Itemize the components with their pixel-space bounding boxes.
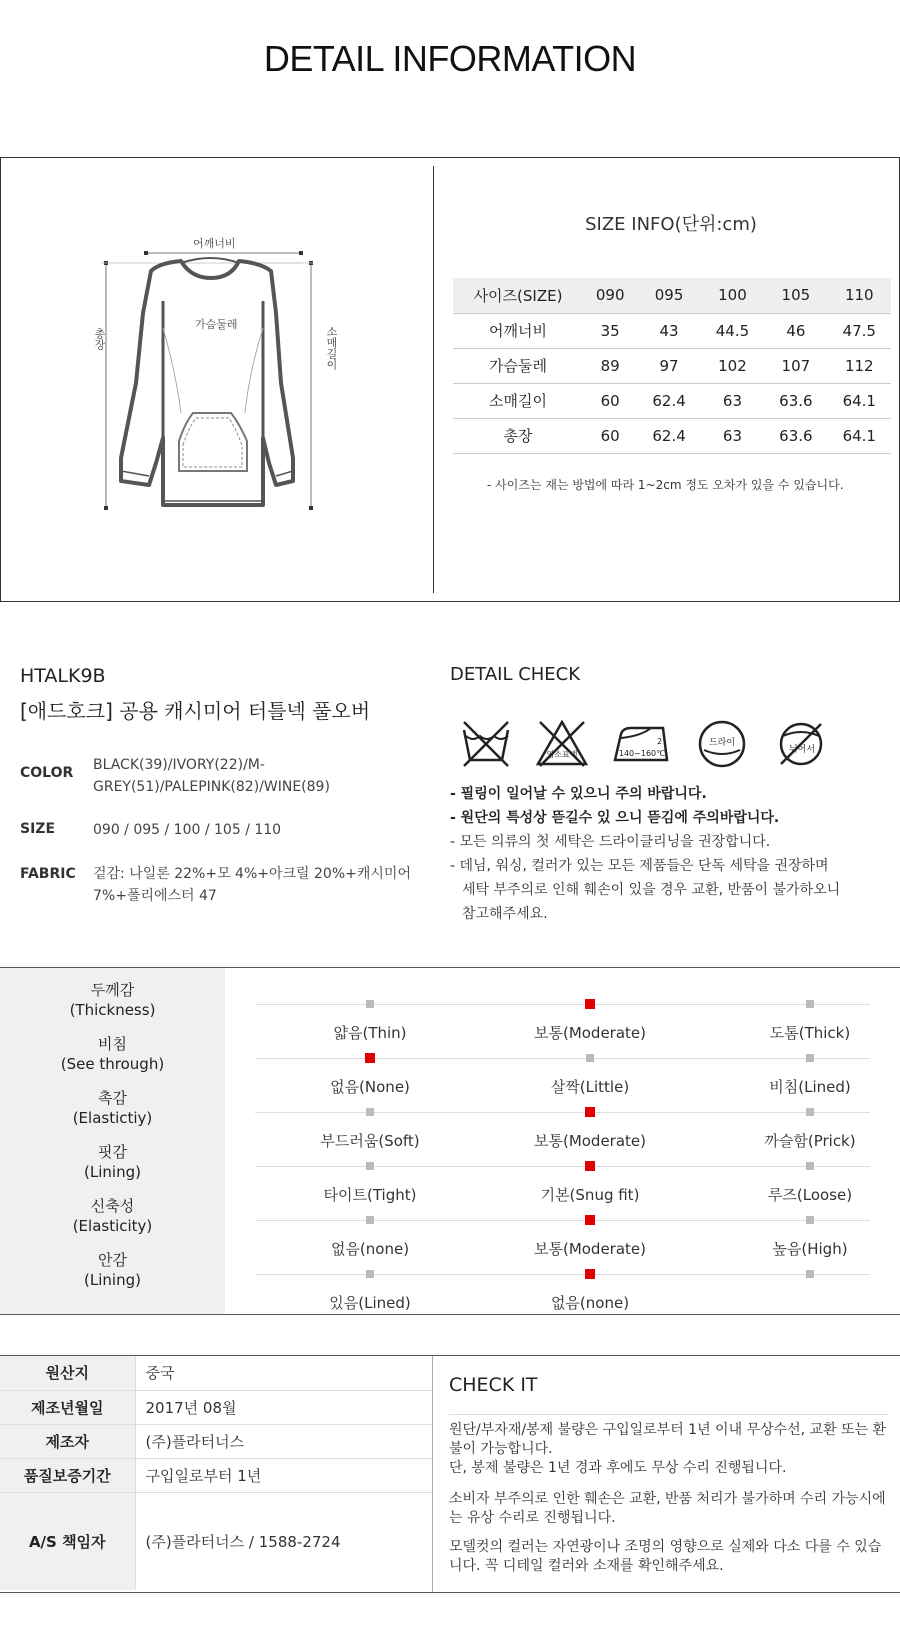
attribute-row (0, 1142, 900, 1204)
size-table-row (453, 383, 891, 418)
attribute-row (0, 1196, 900, 1258)
size-table-cell: 47.5 (828, 313, 891, 348)
size-table (453, 278, 891, 454)
attribute-option: 부드러움(Soft) (320, 1132, 420, 1150)
attribute-row (0, 1034, 900, 1096)
attribute-option: 보통(Moderate) (533, 1024, 647, 1042)
attribute-name-en: (Elasticity) (72, 1217, 153, 1235)
attribute-option: 얇음(Thin) (333, 1024, 407, 1042)
iron-140-160-icon (611, 716, 673, 772)
iron-level-text: 2 (657, 737, 663, 746)
info-key: 원산지 (0, 1356, 135, 1390)
iron-temp-text: 140~160℃ (618, 749, 666, 758)
size-table-cell: 64.1 (828, 383, 891, 418)
check-it-paragraph: 모델컷의 컬러는 자연광이나 조명의 영향으로 실제와 다소 다를 수 있습니다. 꼭 디테일 컬러와 소재를 확인해주세요. (449, 1539, 882, 1574)
attribute-marker (806, 1216, 814, 1224)
attribute-name (0, 1142, 225, 1182)
diagram-label-sleeve: 소매길이 (325, 326, 338, 370)
size-table-cell: 가슴둘레 (453, 348, 583, 383)
dry-clean-icon (694, 716, 750, 772)
info-row (0, 1458, 432, 1492)
product-code: HTALK9B (20, 665, 106, 687)
attribute-option: 없음(None) (330, 1078, 410, 1096)
attribute-marker-selected (585, 1269, 595, 1279)
attribute-marker (806, 1054, 814, 1062)
product-name: [애드호크] 공용 캐시미어 터틀넥 풀오버 (20, 699, 371, 723)
info-value: 구입일로부터 1년 (135, 1458, 432, 1492)
attribute-name-ko: 신축성 (90, 1197, 135, 1215)
check-it-title: CHECK IT (449, 1374, 538, 1396)
attribute-option: 높음(High) (772, 1240, 848, 1258)
info-row (0, 1356, 432, 1390)
attribute-option: 살짝(Little) (550, 1078, 630, 1096)
info-value: (주)플라터너스 / 1588-2724 (145, 1532, 341, 1551)
attribute-scale-line (255, 1166, 870, 1167)
attribute-name-en: (Thickness) (69, 1001, 156, 1019)
dry-text: 드라이 (708, 738, 736, 748)
attributes-section (0, 967, 900, 1315)
check-it-paragraph: 원단/부자재/봉제 불량은 구입일로부터 1년 이내 무상수선, 교환 또는 환불이 가능합니다. (449, 1422, 887, 1457)
attribute-name-en: (Lining) (84, 1271, 141, 1289)
check-it-paragraph: 단, 봉제 불량은 1년 경과 후에도 무상 수리 진행됩니다. (449, 1460, 787, 1476)
no-tumble-dry-icon (773, 716, 829, 772)
size-table-header-cell: 105 (764, 278, 827, 313)
attribute-option: 보통(Moderate) (533, 1132, 647, 1150)
size-table-cell: 46 (764, 313, 827, 348)
info-key: 품질보증기간 (0, 1458, 135, 1492)
check-it-rule (449, 1414, 889, 1415)
attribute-name-ko: 촉감 (98, 1089, 127, 1107)
care-icons (458, 716, 868, 776)
diagram-label-length: 총장 (93, 328, 106, 350)
size-table-cell: 97 (637, 348, 700, 383)
attribute-scale-line (255, 1220, 870, 1221)
size-info-title: SIZE INFO(단위:cm) (585, 214, 757, 235)
attribute-name-en: (Lining) (84, 1163, 141, 1181)
size-table-cell: 44.5 (701, 313, 764, 348)
attribute-name-en: (See through) (60, 1055, 165, 1073)
detail-check-item: - 필링이 일어날 수 있으니 주의 바랍니다. (450, 786, 707, 802)
detail-check-item: - 데님, 워싱, 컬러가 있는 모든 제품들은 단독 세탁을 권장하며 (450, 858, 829, 874)
size-table-cell: 총장 (453, 418, 583, 453)
no-wash-icon (458, 716, 514, 772)
info-key: 제조년월일 (0, 1390, 135, 1424)
size-table-cell: 63.6 (764, 418, 827, 453)
garment-diagram (81, 233, 381, 523)
attribute-name (0, 1088, 225, 1128)
section-divider (433, 166, 434, 593)
attribute-name (0, 980, 225, 1020)
info-key: A/S 책임자 (0, 1492, 135, 1590)
attribute-option: 없음(none) (330, 1240, 410, 1258)
size-table-header (453, 278, 891, 313)
spec-fabric-label: FABRIC (20, 866, 76, 882)
size-table-row (453, 418, 891, 453)
attribute-row (0, 1250, 900, 1312)
spec-color-label: COLOR (20, 765, 74, 781)
attribute-name-en: (Elastictiy) (72, 1109, 153, 1127)
detail-check-title: DETAIL CHECK (450, 664, 581, 685)
attribute-marker (366, 1162, 374, 1170)
size-table-cell: 62.4 (637, 383, 700, 418)
bleach-text: 염소표백 (546, 750, 578, 759)
size-table-cell: 62.4 (637, 418, 700, 453)
size-table-header-cell: 095 (637, 278, 700, 313)
spec-fabric-value: 겉감: 나일론 22%+모 4%+아크릴 20%+캐시미어 7%+폴리에스터 47 (93, 866, 411, 904)
attribute-scale-line (255, 1058, 870, 1059)
size-table-cell: 소매길이 (453, 383, 583, 418)
attribute-scale-line (255, 1274, 870, 1275)
attribute-marker (806, 1162, 814, 1170)
size-table-cell: 63.6 (764, 383, 827, 418)
size-table-cell: 112 (828, 348, 891, 383)
attribute-option: 비침(Lined) (769, 1078, 851, 1096)
size-table-cell: 43 (637, 313, 700, 348)
attribute-name-ko: 두께감 (90, 981, 135, 999)
attribute-option: 있음(Lined) (329, 1294, 411, 1312)
size-table-header-cell: 090 (583, 278, 637, 313)
attribute-name (0, 1250, 225, 1290)
size-table-header-cell: 사이즈(SIZE) (453, 278, 583, 313)
size-table-header-cell: 110 (828, 278, 891, 313)
attribute-option: 도톰(Thick) (769, 1024, 851, 1042)
attribute-row (0, 980, 900, 1042)
attribute-name-ko: 비침 (98, 1035, 127, 1053)
attribute-marker (366, 1216, 374, 1224)
info-value: (주)플라터너스 (135, 1424, 432, 1458)
size-info-section (0, 157, 900, 602)
attribute-marker (586, 1054, 594, 1062)
attribute-scale-line (255, 1004, 870, 1005)
size-table-cell: 64.1 (828, 418, 891, 453)
attribute-name-ko: 안감 (98, 1251, 127, 1269)
attribute-option: 없음(none) (550, 1294, 630, 1312)
attribute-marker-selected (585, 1215, 595, 1225)
page-title: DETAIL INFORMATION (263, 38, 637, 79)
info-value: 2017년 08월 (135, 1390, 432, 1424)
size-table-cell: 어깨너비 (453, 313, 583, 348)
attribute-marker (366, 1108, 374, 1116)
detail-check-item: - 원단의 특성상 뜯길수 있 으니 뜯김에 주의바랍니다. (450, 810, 780, 826)
attribute-row (0, 1088, 900, 1150)
size-note: - 사이즈는 재는 방법에 따라 1~2cm 정도 오차가 있을 수 있습니다. (487, 478, 844, 492)
attribute-option: 까슬함(Prick) (764, 1132, 856, 1150)
info-row (0, 1424, 432, 1458)
spec-size-value: 090 / 095 / 100 / 105 / 110 (93, 822, 282, 838)
attribute-marker (366, 1000, 374, 1008)
size-table-cell: 60 (583, 418, 637, 453)
diagram-label-shoulder: 어깨너비 (193, 237, 236, 250)
attribute-marker (806, 1000, 814, 1008)
size-table-cell: 89 (583, 348, 637, 383)
attribute-name (0, 1034, 225, 1074)
attribute-marker-selected (585, 1107, 595, 1117)
info-key: 제조자 (0, 1424, 135, 1458)
size-table-cell: 102 (701, 348, 764, 383)
size-table-header-cell: 100 (701, 278, 764, 313)
size-table-cell: 35 (583, 313, 637, 348)
attribute-marker-selected (585, 999, 595, 1009)
attribute-name (0, 1196, 225, 1236)
attribute-marker (366, 1270, 374, 1278)
attribute-option: 보통(Moderate) (533, 1240, 647, 1258)
info-value: 중국 (135, 1356, 432, 1390)
detail-check-item: 참고해주세요. (462, 906, 548, 922)
size-table-row (453, 348, 891, 383)
info-table (0, 1356, 432, 1590)
attribute-option: 루즈(Loose) (767, 1186, 853, 1204)
info-section (0, 1355, 900, 1593)
size-table-cell: 60 (583, 383, 637, 418)
size-table-row (453, 313, 891, 348)
attribute-scale-line (255, 1112, 870, 1113)
detail-check-list (450, 782, 890, 926)
size-table-cell: 63 (701, 383, 764, 418)
size-table-cell: 63 (701, 418, 764, 453)
attribute-option: 타이트(Tight) (323, 1186, 417, 1204)
detail-check-item: 세탁 부주의로 인해 훼손이 있을 경우 교환, 반품이 불가하오니 (462, 882, 841, 898)
attribute-marker-selected (585, 1161, 595, 1171)
attribute-option: 기본(Snug fit) (540, 1186, 640, 1204)
no-bleach-icon (534, 716, 590, 772)
spec-size-label: SIZE (20, 821, 56, 837)
spec-color-value: BLACK(39)/IVORY(22)/M-GREY(51)/PALEPINK(82)/WINE(89) (93, 757, 330, 795)
diagram-label-chest: 가슴둘레 (195, 318, 238, 331)
info-divider (432, 1356, 433, 1592)
attribute-marker (806, 1270, 814, 1278)
detail-check-item: - 모든 의류의 첫 세탁은 드라이클리닝을 권장합니다. (450, 834, 771, 850)
attribute-name-ko: 핏감 (98, 1143, 127, 1161)
check-it-paragraph: 소비자 부주의로 인한 훼손은 교환, 반품 처리가 불가하며 수리 가능시에는 유상 수리로 진행됩니다. (449, 1491, 886, 1526)
tumble-text: 뉘어서 (788, 745, 816, 755)
info-row (0, 1492, 432, 1590)
info-row (0, 1390, 432, 1424)
size-table-cell: 107 (764, 348, 827, 383)
attribute-marker-selected (365, 1053, 375, 1063)
attribute-marker (806, 1108, 814, 1116)
